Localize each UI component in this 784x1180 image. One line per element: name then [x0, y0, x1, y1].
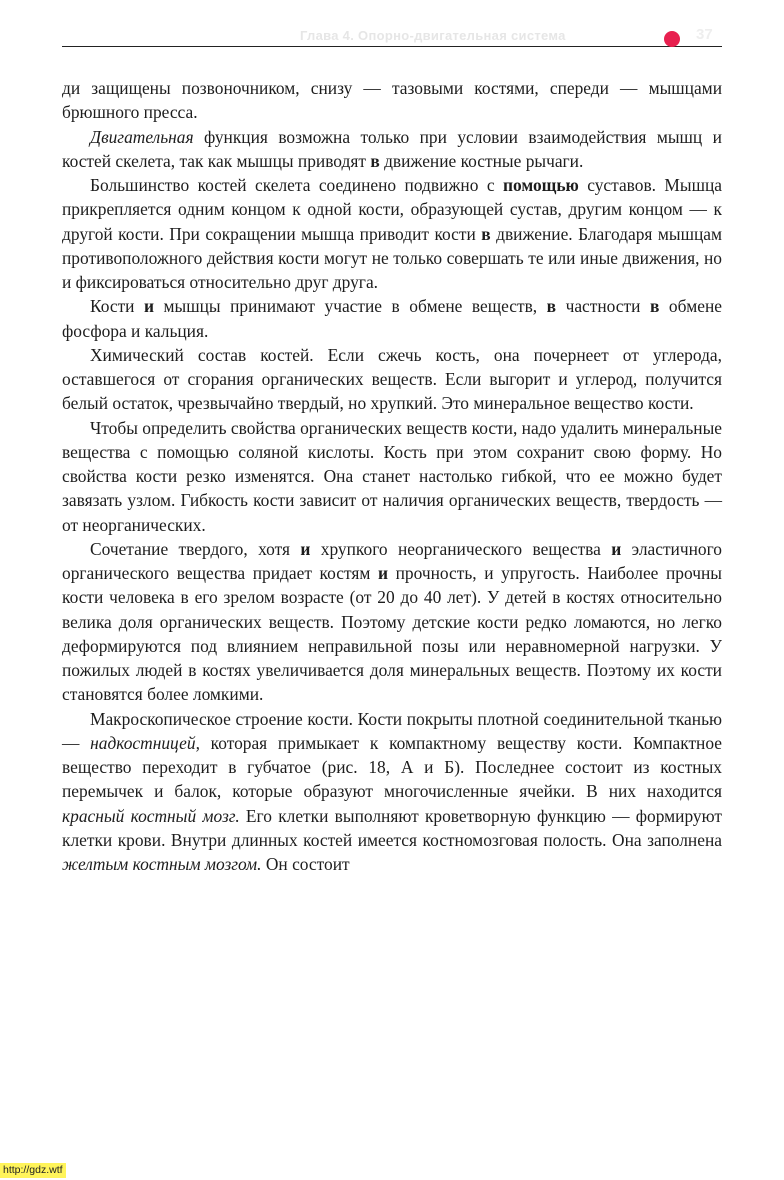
- text-run: мышцы принимают участие в обмене веществ,: [154, 296, 547, 317]
- paragraph: [62, 416, 722, 537]
- header-dot-icon: [664, 31, 680, 47]
- page-number: 37: [696, 26, 713, 43]
- text-run: хрупкого неорганического вещества: [310, 538, 612, 559]
- paragraph: [62, 76, 722, 125]
- bold-word: в: [649, 296, 660, 317]
- watermark-link[interactable]: http://gdz.wtf: [0, 1163, 66, 1178]
- text-run: функция возможна только при условии взаимодействия мышц и костей скелета, так как мышцы приводят: [62, 126, 722, 171]
- text-run: Большинство костей скелета соединено подвижно с: [90, 175, 503, 195]
- bold-word: и: [144, 296, 155, 317]
- text-run: эластичного органического вещества придает костям: [62, 538, 722, 583]
- paragraph: [62, 173, 722, 294]
- paragraph: [62, 294, 722, 343]
- text-run: Кости: [90, 296, 144, 317]
- text-run: обмене фосфора и кальция.: [62, 296, 722, 341]
- header-rule: [62, 46, 722, 47]
- bold-word: и: [300, 538, 311, 559]
- text-run: движение костные рычаги.: [379, 150, 584, 171]
- text-run: прочность, и упругость. Наиболее прочны кости человека в его зрелом возрасте (от 20 до 40 лет). У детей в костях относительно велика доля органических веществ. Поэтому детские кости редко ломаются, но легко деформируются под влиянием неправильной позы или неравномерной нагрузки. У пожилых людей в костях увеличивается доля минеральных веществ. Поэтому их кости становятся более ломкими.: [62, 563, 722, 705]
- emphasis-term: желтым костным мозгом.: [62, 854, 262, 874]
- text-run: движение. Благодаря мышцам противоположного действия кости могут не только совершать те или иные движения, но и фиксироваться относительно друг друга.: [62, 223, 722, 292]
- bold-word: в: [546, 296, 557, 317]
- paragraph: [62, 537, 722, 707]
- paragraph: [62, 707, 722, 877]
- text-run: Химический состав костей. Если сжечь кость, она почернеет от углерода, оставшегося от сгорания органических веществ. Если выгорит и углерод, получится белый остаток, чрезвычайно твердый, но хрупкий. Это минеральное вещество кости.: [62, 344, 722, 414]
- paragraph: [62, 125, 722, 174]
- text-run: Сочетание твердого, хотя: [90, 538, 301, 559]
- running-title: Глава 4. Опорно-двигательная система: [300, 28, 566, 43]
- text-run: которая примыкает к компактному веществу кости. Компактное вещество переходит в губчатое (рис. 18, А и Б). Последнее состоит из костных перемычек и балок, которые образуют многочисленные ячейки. В них находится: [62, 732, 722, 802]
- paragraph: [62, 343, 722, 416]
- emphasis-term: надкостницей,: [90, 732, 200, 753]
- text-run: суставов. Мышца прикрепляется одним концом к одной кости, образующей сустав, другим концом — к другой кости. При сокращении мышца приводит кости: [62, 175, 722, 244]
- text-run: частности: [556, 296, 650, 317]
- bold-word: и: [377, 563, 388, 583]
- text-run: ди защищены позвоночником, снизу — тазовыми костями, спереди — мышцами брюшного пресса.: [62, 78, 722, 123]
- bold-word: в: [370, 150, 380, 171]
- text-run: Он состоит: [261, 854, 350, 874]
- bold-word: в: [481, 223, 491, 244]
- text-run: Чтобы определить свойства органических веществ кости, надо удалить минеральные вещества с помощью соляной кислоты. Кость при этом сохранит свою форму. Но свойства кости резко изменятся. Она станет настолько гибкой, что ее можно будет завязать узлом. Гибкость кости зависит от наличия органических веществ, твердость — от неорганических.: [62, 417, 722, 535]
- text-run: Макроскопическое строение кости. Кости покрыты плотной соединительной тканью —: [62, 708, 722, 753]
- emphasis-term: красный костный мозг.: [62, 805, 240, 826]
- bold-word: и: [611, 538, 622, 559]
- emphasis-term: Двигательная: [90, 126, 194, 147]
- page-body: [62, 76, 722, 876]
- text-run: Его клетки выполняют кроветворную функцию — формируют клетки крови. Внутри длинных костей имеется костномозговая полость. Она заполнена: [62, 805, 722, 850]
- bold-word: помощью: [502, 175, 579, 195]
